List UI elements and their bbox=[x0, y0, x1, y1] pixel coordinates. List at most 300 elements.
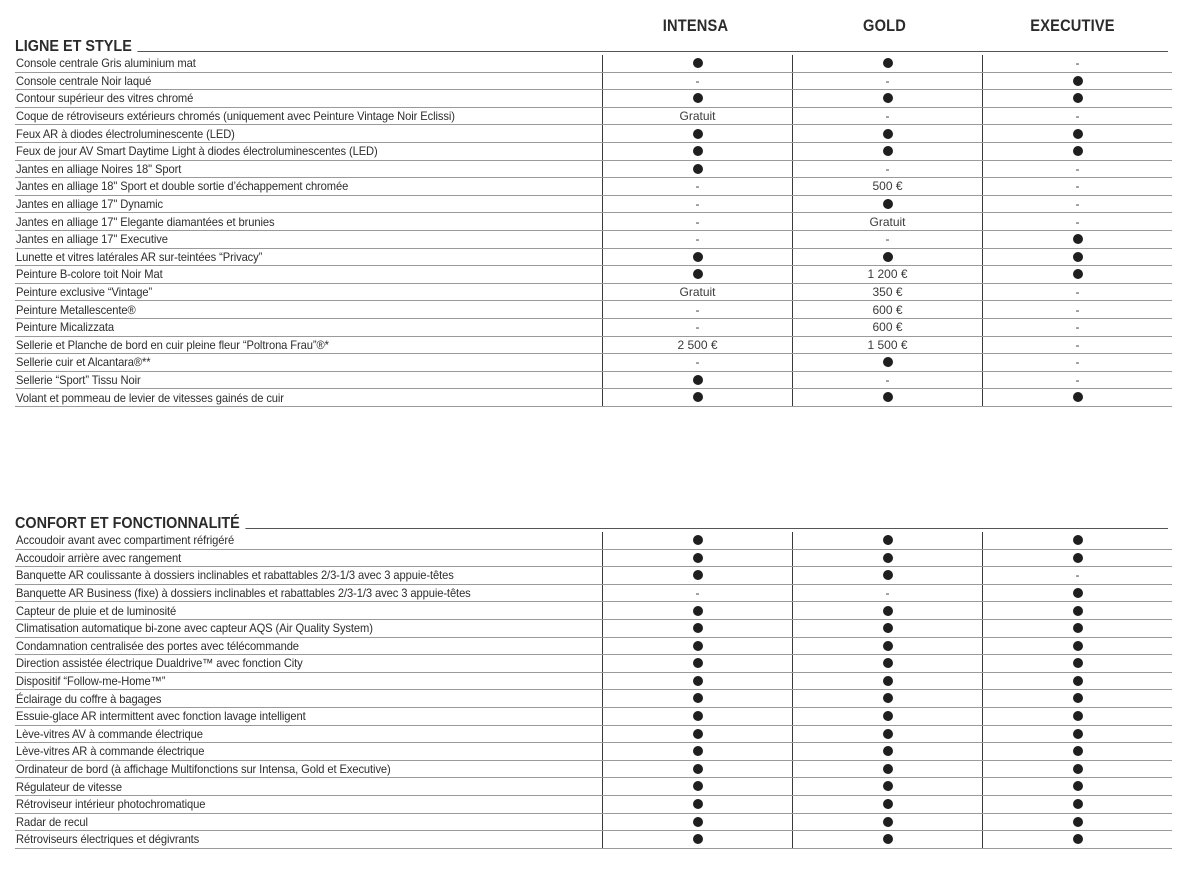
cell-intensa bbox=[603, 584, 793, 602]
cell-intensa bbox=[603, 142, 793, 160]
table-row bbox=[15, 266, 1172, 284]
feature-label-text: Banquette AR Business (fixe) à dossiers inclinables et rabattables 2/3-1/3 avec 3 appuie-têtes bbox=[16, 586, 471, 601]
cell-intensa bbox=[603, 743, 793, 761]
cell-intensa bbox=[603, 831, 793, 849]
table-row bbox=[15, 778, 1172, 796]
cell-gold bbox=[793, 178, 983, 196]
feature-label bbox=[15, 725, 603, 743]
standard-dot-icon bbox=[693, 834, 703, 844]
cell-value: - bbox=[1075, 568, 1080, 583]
standard-dot-icon bbox=[693, 711, 703, 721]
cell-gold bbox=[793, 690, 983, 708]
feature-label bbox=[15, 655, 603, 673]
standard-dot-icon bbox=[883, 729, 893, 739]
cell-intensa bbox=[603, 72, 793, 90]
cell-value: - bbox=[1075, 355, 1080, 370]
standard-dot-icon bbox=[883, 570, 893, 580]
feature-label-text: Coque de rétroviseurs extérieurs chromés (uniquement avec Peinture Vintage Noir Eclissi) bbox=[16, 109, 455, 124]
feature-label-text: Accoudoir avant avec compartiment réfrigéré bbox=[16, 533, 235, 548]
feature-label bbox=[15, 301, 603, 319]
feature-label bbox=[15, 532, 603, 549]
cell-executive bbox=[983, 142, 1173, 160]
cell-gold bbox=[793, 230, 983, 248]
cell-intensa bbox=[603, 778, 793, 796]
cell-executive bbox=[983, 743, 1173, 761]
cell-gold bbox=[793, 72, 983, 90]
table-row bbox=[15, 813, 1172, 831]
cell-value: 2 500 € bbox=[677, 337, 718, 352]
cell-intensa bbox=[603, 230, 793, 248]
standard-dot-icon bbox=[883, 199, 893, 209]
standard-dot-icon bbox=[883, 93, 893, 103]
table-row bbox=[15, 637, 1172, 655]
standard-dot-icon bbox=[883, 58, 893, 68]
standard-dot-icon bbox=[1073, 746, 1083, 756]
cell-intensa bbox=[603, 655, 793, 673]
cell-executive bbox=[983, 549, 1173, 567]
standard-dot-icon bbox=[1073, 781, 1083, 791]
feature-label bbox=[15, 672, 603, 690]
standard-dot-icon bbox=[1073, 693, 1083, 703]
cell-intensa bbox=[603, 707, 793, 725]
standard-dot-icon bbox=[693, 641, 703, 651]
standard-dot-icon bbox=[693, 623, 703, 633]
feature-label-text: Rétroviseur intérieur photochromatique bbox=[16, 797, 206, 812]
cell-intensa bbox=[603, 213, 793, 231]
cell-value: 600 € bbox=[872, 320, 903, 335]
cell-intensa bbox=[603, 619, 793, 637]
feature-label bbox=[15, 371, 603, 389]
standard-dot-icon bbox=[1073, 93, 1083, 103]
cell-intensa bbox=[603, 336, 793, 354]
standard-dot-icon bbox=[693, 781, 703, 791]
feature-label bbox=[15, 831, 603, 849]
standard-dot-icon bbox=[693, 799, 703, 809]
standard-dot-icon bbox=[883, 658, 893, 668]
section-title: LIGNE ET STYLE bbox=[15, 39, 137, 55]
feature-label-text: Console centrale Gris aluminium mat bbox=[16, 56, 196, 71]
standard-dot-icon bbox=[1073, 129, 1083, 139]
standard-dot-icon bbox=[693, 164, 703, 174]
standard-dot-icon bbox=[1073, 146, 1083, 156]
table-row bbox=[15, 389, 1172, 407]
standard-dot-icon bbox=[693, 553, 703, 563]
standard-dot-icon bbox=[1073, 799, 1083, 809]
cell-value: - bbox=[1075, 372, 1080, 387]
table-row bbox=[15, 672, 1172, 690]
cell-executive bbox=[983, 637, 1173, 655]
standard-dot-icon bbox=[883, 553, 893, 563]
cell-executive bbox=[983, 90, 1173, 108]
cell-executive bbox=[983, 831, 1173, 849]
feature-label-text: Peinture exclusive “Vintage” bbox=[16, 285, 153, 300]
feature-label bbox=[15, 707, 603, 725]
feature-label-text: Feux AR à diodes électroluminescente (LED) bbox=[16, 126, 235, 141]
feature-label-text: Éclairage du coffre à bagages bbox=[16, 691, 162, 706]
table-row bbox=[15, 743, 1172, 761]
feature-label bbox=[15, 637, 603, 655]
standard-dot-icon bbox=[1073, 834, 1083, 844]
cell-gold bbox=[793, 160, 983, 178]
cell-gold bbox=[793, 125, 983, 143]
standard-dot-icon bbox=[1073, 588, 1083, 598]
feature-label-text: Essuie-glace AR intermittent avec fonction lavage intelligent bbox=[16, 709, 306, 724]
standard-dot-icon bbox=[883, 676, 893, 686]
cell-executive bbox=[983, 125, 1173, 143]
cell-intensa bbox=[603, 549, 793, 567]
cell-executive bbox=[983, 389, 1173, 407]
feature-label-text: Jantes en alliage 17" Executive bbox=[16, 232, 168, 247]
standard-dot-icon bbox=[693, 535, 703, 545]
cell-executive bbox=[983, 107, 1173, 125]
standard-dot-icon bbox=[693, 93, 703, 103]
cell-intensa bbox=[603, 90, 793, 108]
cell-gold bbox=[793, 142, 983, 160]
cell-value: 600 € bbox=[872, 302, 903, 317]
feature-label-text: Peinture B-colore toit Noir Mat bbox=[16, 267, 163, 282]
standard-dot-icon bbox=[883, 834, 893, 844]
cell-value: - bbox=[1075, 197, 1080, 212]
column-header-gold: GOLD bbox=[863, 16, 906, 35]
feature-label bbox=[15, 230, 603, 248]
cell-value: - bbox=[1075, 214, 1080, 229]
feature-label bbox=[15, 760, 603, 778]
cell-gold bbox=[793, 707, 983, 725]
feature-label-text: Jantes en alliage 18" Sport et double sortie d’échappement chromée bbox=[16, 179, 349, 194]
standard-dot-icon bbox=[1073, 764, 1083, 774]
standard-dot-icon bbox=[1073, 76, 1083, 86]
cell-gold bbox=[793, 389, 983, 407]
cell-value: - bbox=[885, 586, 890, 601]
table-row bbox=[15, 160, 1172, 178]
standard-dot-icon bbox=[1073, 269, 1083, 279]
cell-gold bbox=[793, 743, 983, 761]
feature-label bbox=[15, 178, 603, 196]
cell-executive bbox=[983, 725, 1173, 743]
cell-gold bbox=[793, 318, 983, 336]
cell-value: - bbox=[695, 320, 700, 335]
cell-intensa bbox=[603, 301, 793, 319]
feature-label-text: Accoudoir arrière avec rangement bbox=[16, 550, 182, 565]
cell-executive bbox=[983, 707, 1173, 725]
feature-label-text: Peinture Micalizzata bbox=[16, 320, 115, 335]
feature-label-text: Lève-vitres AV à commande électrique bbox=[16, 726, 203, 741]
cell-gold bbox=[793, 778, 983, 796]
cell-executive bbox=[983, 795, 1173, 813]
cell-gold bbox=[793, 584, 983, 602]
standard-dot-icon bbox=[883, 129, 893, 139]
table-row bbox=[15, 195, 1172, 213]
standard-dot-icon bbox=[693, 817, 703, 827]
cell-gold bbox=[793, 567, 983, 585]
cell-value: - bbox=[1075, 109, 1080, 124]
cell-gold bbox=[793, 283, 983, 301]
standard-dot-icon bbox=[693, 676, 703, 686]
cell-value: - bbox=[695, 302, 700, 317]
cell-gold bbox=[793, 637, 983, 655]
cell-intensa bbox=[603, 160, 793, 178]
table-row bbox=[15, 619, 1172, 637]
feature-label-text: Feux de jour AV Smart Daytime Light à diodes électroluminescentes (LED) bbox=[16, 144, 378, 159]
standard-dot-icon bbox=[883, 357, 893, 367]
cell-executive bbox=[983, 72, 1173, 90]
feature-label bbox=[15, 142, 603, 160]
table-row bbox=[15, 532, 1172, 549]
cell-gold bbox=[793, 195, 983, 213]
cell-executive bbox=[983, 178, 1173, 196]
standard-dot-icon bbox=[1073, 711, 1083, 721]
standard-dot-icon bbox=[1073, 676, 1083, 686]
standard-dot-icon bbox=[1073, 252, 1083, 262]
standard-dot-icon bbox=[1073, 623, 1083, 633]
cell-value: - bbox=[1075, 161, 1080, 176]
table-row bbox=[15, 301, 1172, 319]
cell-value: - bbox=[1075, 285, 1080, 300]
cell-executive bbox=[983, 655, 1173, 673]
standard-dot-icon bbox=[1073, 729, 1083, 739]
standard-dot-icon bbox=[693, 658, 703, 668]
standard-dot-icon bbox=[693, 693, 703, 703]
cell-intensa bbox=[603, 178, 793, 196]
feature-label bbox=[15, 795, 603, 813]
feature-label-text: Capteur de pluie et de luminosité bbox=[16, 603, 177, 618]
cell-executive bbox=[983, 602, 1173, 620]
cell-executive bbox=[983, 813, 1173, 831]
feature-label bbox=[15, 248, 603, 266]
table-row bbox=[15, 371, 1172, 389]
feature-label bbox=[15, 813, 603, 831]
section-confort-et-fonctionnalite bbox=[15, 513, 1168, 849]
cell-executive bbox=[983, 266, 1173, 284]
cell-executive bbox=[983, 283, 1173, 301]
standard-dot-icon bbox=[883, 693, 893, 703]
standard-dot-icon bbox=[883, 746, 893, 756]
cell-intensa bbox=[603, 266, 793, 284]
cell-executive bbox=[983, 619, 1173, 637]
cell-value: - bbox=[885, 161, 890, 176]
feature-label bbox=[15, 55, 603, 72]
cell-value: - bbox=[1075, 179, 1080, 194]
feature-label-text: Lève-vitres AR à commande électrique bbox=[16, 744, 205, 759]
cell-value: 500 € bbox=[872, 179, 903, 194]
standard-dot-icon bbox=[1073, 392, 1083, 402]
cell-value: - bbox=[1075, 302, 1080, 317]
table-row bbox=[15, 142, 1172, 160]
cell-gold bbox=[793, 602, 983, 620]
cell-value: - bbox=[695, 586, 700, 601]
cell-value: - bbox=[695, 73, 700, 88]
table-row bbox=[15, 707, 1172, 725]
cell-intensa bbox=[603, 318, 793, 336]
cell-executive bbox=[983, 230, 1173, 248]
table-row bbox=[15, 549, 1172, 567]
table-row bbox=[15, 336, 1172, 354]
cell-gold bbox=[793, 725, 983, 743]
cell-value: 1 200 € bbox=[867, 267, 908, 282]
feature-label bbox=[15, 318, 603, 336]
cell-executive bbox=[983, 567, 1173, 585]
cell-value: - bbox=[695, 214, 700, 229]
feature-label bbox=[15, 602, 603, 620]
table-row bbox=[15, 831, 1172, 849]
column-header-intensa: INTENSA bbox=[662, 16, 729, 35]
cell-intensa bbox=[603, 637, 793, 655]
cell-gold bbox=[793, 354, 983, 372]
feature-label-text: Jantes en alliage 17" Dynamic bbox=[16, 197, 164, 212]
feature-label bbox=[15, 266, 603, 284]
standard-dot-icon bbox=[1073, 234, 1083, 244]
standard-dot-icon bbox=[1073, 553, 1083, 563]
cell-gold bbox=[793, 266, 983, 284]
standard-dot-icon bbox=[883, 252, 893, 262]
cell-value: - bbox=[695, 179, 700, 194]
feature-label-text: Climatisation automatique bi-zone avec capteur AQS (Air Quality System) bbox=[16, 621, 373, 636]
cell-gold bbox=[793, 813, 983, 831]
feature-label bbox=[15, 72, 603, 90]
cell-value: - bbox=[1075, 337, 1080, 352]
standard-dot-icon bbox=[883, 535, 893, 545]
feature-label-text: Console centrale Noir laqué bbox=[16, 73, 152, 88]
cell-intensa bbox=[603, 690, 793, 708]
cell-executive bbox=[983, 760, 1173, 778]
cell-gold bbox=[793, 248, 983, 266]
cell-gold bbox=[793, 795, 983, 813]
cell-intensa bbox=[603, 248, 793, 266]
standard-dot-icon bbox=[883, 623, 893, 633]
feature-label bbox=[15, 125, 603, 143]
spec-table bbox=[15, 55, 1172, 407]
feature-label bbox=[15, 160, 603, 178]
standard-dot-icon bbox=[1073, 641, 1083, 651]
cell-executive bbox=[983, 584, 1173, 602]
cell-executive bbox=[983, 354, 1173, 372]
feature-label bbox=[15, 213, 603, 231]
cell-gold bbox=[793, 301, 983, 319]
table-row bbox=[15, 72, 1172, 90]
feature-label bbox=[15, 584, 603, 602]
table-row bbox=[15, 178, 1172, 196]
table-row bbox=[15, 655, 1172, 673]
cell-intensa bbox=[603, 354, 793, 372]
cell-intensa bbox=[603, 532, 793, 549]
standard-dot-icon bbox=[693, 146, 703, 156]
table-row bbox=[15, 318, 1172, 336]
standard-dot-icon bbox=[693, 764, 703, 774]
cell-executive bbox=[983, 301, 1173, 319]
section-title: CONFORT ET FONCTIONNALITÉ bbox=[15, 516, 245, 532]
cell-gold bbox=[793, 655, 983, 673]
table-row bbox=[15, 55, 1172, 72]
feature-label bbox=[15, 619, 603, 637]
cell-gold bbox=[793, 672, 983, 690]
table-row bbox=[15, 90, 1172, 108]
cell-executive bbox=[983, 336, 1173, 354]
table-row bbox=[15, 602, 1172, 620]
cell-intensa bbox=[603, 389, 793, 407]
feature-label bbox=[15, 195, 603, 213]
cell-value: 1 500 € bbox=[867, 337, 908, 352]
cell-gold bbox=[793, 549, 983, 567]
feature-label bbox=[15, 107, 603, 125]
cell-value: Gratuit bbox=[679, 109, 716, 124]
cell-intensa bbox=[603, 125, 793, 143]
standard-dot-icon bbox=[883, 146, 893, 156]
standard-dot-icon bbox=[1073, 658, 1083, 668]
cell-executive bbox=[983, 195, 1173, 213]
section-title-rule bbox=[15, 51, 1168, 52]
feature-label-text: Sellerie cuir et Alcantara®** bbox=[16, 355, 151, 370]
standard-dot-icon bbox=[1073, 606, 1083, 616]
standard-dot-icon bbox=[883, 392, 893, 402]
cell-value: - bbox=[885, 73, 890, 88]
standard-dot-icon bbox=[1073, 535, 1083, 545]
table-row bbox=[15, 125, 1172, 143]
cell-intensa bbox=[603, 602, 793, 620]
cell-intensa bbox=[603, 371, 793, 389]
cell-executive bbox=[983, 778, 1173, 796]
standard-dot-icon bbox=[693, 375, 703, 385]
column-header-executive: EXECUTIVE bbox=[1030, 16, 1115, 35]
cell-gold bbox=[793, 213, 983, 231]
standard-dot-icon bbox=[883, 817, 893, 827]
feature-label bbox=[15, 567, 603, 585]
feature-label-text: Contour supérieur des vitres chromé bbox=[16, 91, 194, 106]
cell-executive bbox=[983, 160, 1173, 178]
standard-dot-icon bbox=[693, 729, 703, 739]
cell-executive bbox=[983, 213, 1173, 231]
table-row bbox=[15, 230, 1172, 248]
section-ligne-et-style bbox=[15, 36, 1168, 407]
cell-gold bbox=[793, 371, 983, 389]
feature-label-text: Sellerie “Sport” Tissu Noir bbox=[16, 372, 141, 387]
cell-executive bbox=[983, 532, 1173, 549]
cell-gold bbox=[793, 831, 983, 849]
standard-dot-icon bbox=[883, 764, 893, 774]
table-row bbox=[15, 567, 1172, 585]
cell-intensa bbox=[603, 107, 793, 125]
cell-gold bbox=[793, 107, 983, 125]
standard-dot-icon bbox=[1073, 817, 1083, 827]
table-row bbox=[15, 354, 1172, 372]
table-row bbox=[15, 760, 1172, 778]
feature-label-text: Sellerie et Planche de bord en cuir pleine fleur “Poltrona Frau”®* bbox=[16, 337, 329, 352]
feature-label bbox=[15, 283, 603, 301]
cell-value: - bbox=[885, 372, 890, 387]
cell-gold bbox=[793, 336, 983, 354]
cell-intensa bbox=[603, 55, 793, 72]
table-row bbox=[15, 725, 1172, 743]
cell-executive bbox=[983, 248, 1173, 266]
cell-gold bbox=[793, 532, 983, 549]
cell-intensa bbox=[603, 813, 793, 831]
cell-value: - bbox=[695, 355, 700, 370]
cell-executive bbox=[983, 318, 1173, 336]
feature-label-text: Volant et pommeau de levier de vitesses gainés de cuir bbox=[16, 390, 284, 405]
cell-gold bbox=[793, 619, 983, 637]
cell-value: - bbox=[885, 109, 890, 124]
cell-intensa bbox=[603, 283, 793, 301]
cell-value: - bbox=[1075, 56, 1080, 71]
feature-label bbox=[15, 778, 603, 796]
feature-label-text: Jantes en alliage 17" Elegante diamantées et brunies bbox=[16, 214, 275, 229]
standard-dot-icon bbox=[883, 711, 893, 721]
feature-label bbox=[15, 90, 603, 108]
cell-value: - bbox=[1075, 320, 1080, 335]
cell-executive bbox=[983, 690, 1173, 708]
table-row bbox=[15, 584, 1172, 602]
feature-label-text: Rétroviseurs électriques et dégivrants bbox=[16, 832, 200, 847]
section-header bbox=[15, 36, 1168, 55]
